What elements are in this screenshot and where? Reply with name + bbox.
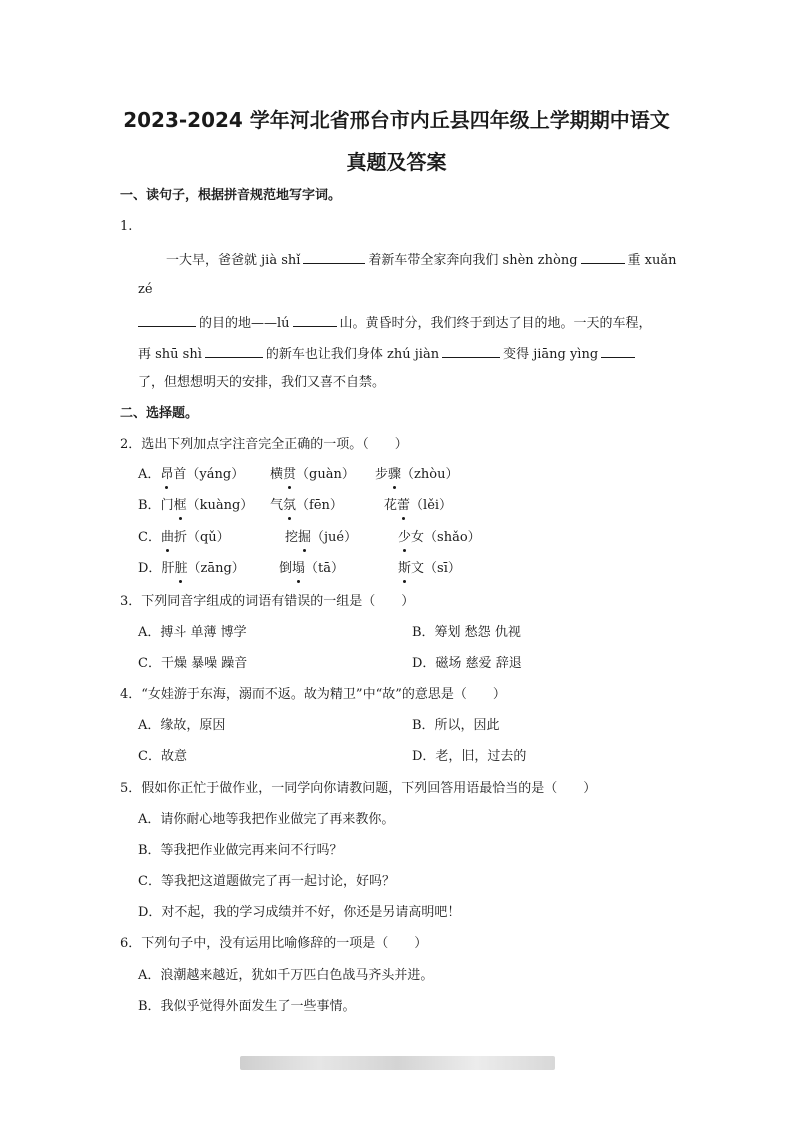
char: 横 — [270, 467, 284, 482]
char: 折 — [173, 530, 187, 545]
pinyin: （zāng） — [187, 561, 245, 576]
q2-option-b[interactable] — [138, 497, 253, 515]
q3-stem: 3．下列同音字组成的词语有错误的一组是（ ） — [120, 594, 415, 609]
dotted-char: 贯 — [283, 467, 297, 482]
char: 首 — [173, 467, 187, 482]
char: 肝 — [161, 561, 175, 576]
q1-line4 — [138, 343, 638, 364]
q4-option-b[interactable]: B．所以，因此 — [412, 718, 500, 733]
pinyin: （kuàng） — [186, 498, 254, 513]
pinyin: （shǎo） — [424, 530, 481, 545]
pinyin: （jué） — [311, 530, 358, 545]
q6-option-b[interactable]: B．我似乎觉得外面发生了一些事情。 — [138, 999, 356, 1014]
doc-title-line1: 2023-2024 学年河北省邢台市内丘县四年级上学期期中语文 — [123, 108, 670, 132]
q5-option-c[interactable]: C．等我把这道题做完了再一起讨论，好吗？ — [138, 874, 395, 889]
q5-option-d[interactable]: D．对不起，我的学习成绩并不好，你还是另请高明吧！ — [138, 905, 461, 920]
option-label: C． — [138, 530, 161, 545]
answer-blank[interactable] — [205, 343, 263, 358]
q1-line5: 了，但想想明天的安排，我们又喜不自禁。 — [138, 375, 386, 390]
pinyin: （tā） — [305, 561, 345, 576]
char: 女 — [411, 530, 425, 545]
answer-blank[interactable] — [442, 343, 500, 358]
footer-watermark — [240, 1056, 555, 1070]
q1-text: 一大早，爸爸就 jià shǐ — [166, 253, 301, 268]
char: 挖 — [285, 530, 299, 545]
q6-stem: 6．下列句子中，没有运用比喻修辞的一项是（ ） — [120, 936, 428, 951]
pinyin: （lěi） — [410, 498, 453, 513]
pinyin: （zhòu） — [401, 467, 459, 482]
q2-option-d-word2 — [279, 560, 344, 578]
q4-option-a[interactable]: A．缘故，原因 — [138, 718, 226, 733]
dotted-char: 框 — [173, 498, 187, 513]
q2-option-c-word3 — [398, 529, 481, 547]
pinyin: （sī） — [424, 561, 461, 576]
q1-text: 变得 jiāng yìng — [503, 347, 599, 362]
char: 花 — [384, 498, 398, 513]
answer-blank[interactable] — [303, 249, 365, 264]
q2-option-d-word3 — [398, 560, 461, 578]
dotted-char: 曲 — [160, 530, 174, 545]
dotted-char: 蕾 — [397, 498, 411, 513]
q5-stem: 5．假如你正忙于做作业，一同学向你请教问题，下列回答用语最恰当的是（ ） — [120, 781, 597, 796]
q6-option-a[interactable]: A．浪潮越来越近，犹如千万匹白色战马齐头并进。 — [138, 968, 434, 983]
q5-option-b[interactable]: B．等我把作业做完再来问不行吗？ — [138, 843, 343, 858]
q1-text: 重 xuǎn — [627, 253, 677, 268]
pinyin: （guàn） — [296, 467, 355, 482]
answer-blank[interactable] — [581, 249, 625, 264]
char: 气 — [270, 498, 284, 513]
section1-heading: 一、读句子，根据拼音规范地写字词。 — [120, 188, 342, 203]
dotted-char: 氛 — [283, 498, 297, 513]
dotted-char: 骤 — [388, 467, 402, 482]
option-label: B． — [138, 498, 161, 513]
q1-line3 — [138, 312, 652, 333]
q1-number: 1. — [120, 219, 133, 234]
q1-text: 的新车也让我们身体 zhú jiàn — [265, 347, 440, 362]
dotted-char: 塌 — [292, 561, 306, 576]
q3-option-c[interactable]: C．干燥 暴噪 躁音 — [138, 656, 248, 671]
answer-blank[interactable] — [293, 312, 337, 327]
section2-heading: 二、选择题。 — [120, 406, 199, 421]
q1-text: 着新车带全家奔向我们 shèn zhòng — [368, 253, 578, 268]
pinyin: （qǔ） — [186, 530, 230, 545]
dotted-char: 少 — [398, 530, 412, 545]
q1-line1 — [166, 249, 677, 270]
dotted-char: 斯 — [398, 561, 412, 576]
q2-stem: 2．选出下列加点字注音完全正确的一项。（ ） — [120, 437, 408, 452]
char: 步 — [375, 467, 389, 482]
q4-stem: 4．“女娃游于东海，溺而不返。故为精卫”中“故”的意思是（ ） — [120, 687, 506, 702]
dotted-char: 脏 — [174, 561, 188, 576]
pinyin: （yáng） — [186, 467, 245, 482]
q1-text: 山。黄昏时分，我们终于到达了目的地。一天的车程， — [339, 316, 652, 331]
option-label: A． — [138, 467, 161, 482]
answer-blank[interactable] — [601, 343, 635, 358]
q2-option-c[interactable] — [138, 529, 230, 547]
q4-option-d[interactable]: D．老，旧，过去的 — [412, 749, 527, 764]
char: 倒 — [279, 561, 293, 576]
dotted-char: 掘 — [298, 530, 312, 545]
q2-option-a-word3 — [375, 466, 458, 484]
q2-option-a-word2 — [270, 466, 355, 484]
q5-option-a[interactable]: A．请你耐心地等我把作业做完了再来教你。 — [138, 812, 395, 827]
q2-option-c-word2 — [285, 529, 357, 547]
option-label: D． — [138, 561, 162, 576]
pinyin: （fēn） — [296, 498, 343, 513]
q1-text: 再 shū shì — [138, 347, 202, 362]
q2-option-d[interactable] — [138, 560, 245, 578]
q1-text: 的目的地——lú — [199, 316, 290, 331]
q1-line2: zé — [138, 282, 153, 297]
q3-option-d[interactable]: D．磁场 慈爱 辞退 — [412, 656, 522, 671]
q2-option-b-word3 — [384, 497, 452, 515]
dotted-char: 昂 — [160, 467, 174, 482]
char: 门 — [160, 498, 174, 513]
q4-option-c[interactable]: C．故意 — [138, 749, 187, 764]
q3-option-b[interactable]: B．筹划 愁怨 仇视 — [412, 625, 521, 640]
q3-option-a[interactable]: A．搏斗 单薄 博学 — [138, 625, 247, 640]
answer-blank[interactable] — [138, 312, 196, 327]
q2-option-b-word2 — [270, 497, 343, 515]
char: 文 — [411, 561, 425, 576]
q2-option-a[interactable] — [138, 466, 244, 484]
doc-title-line2: 真题及答案 — [346, 150, 447, 174]
